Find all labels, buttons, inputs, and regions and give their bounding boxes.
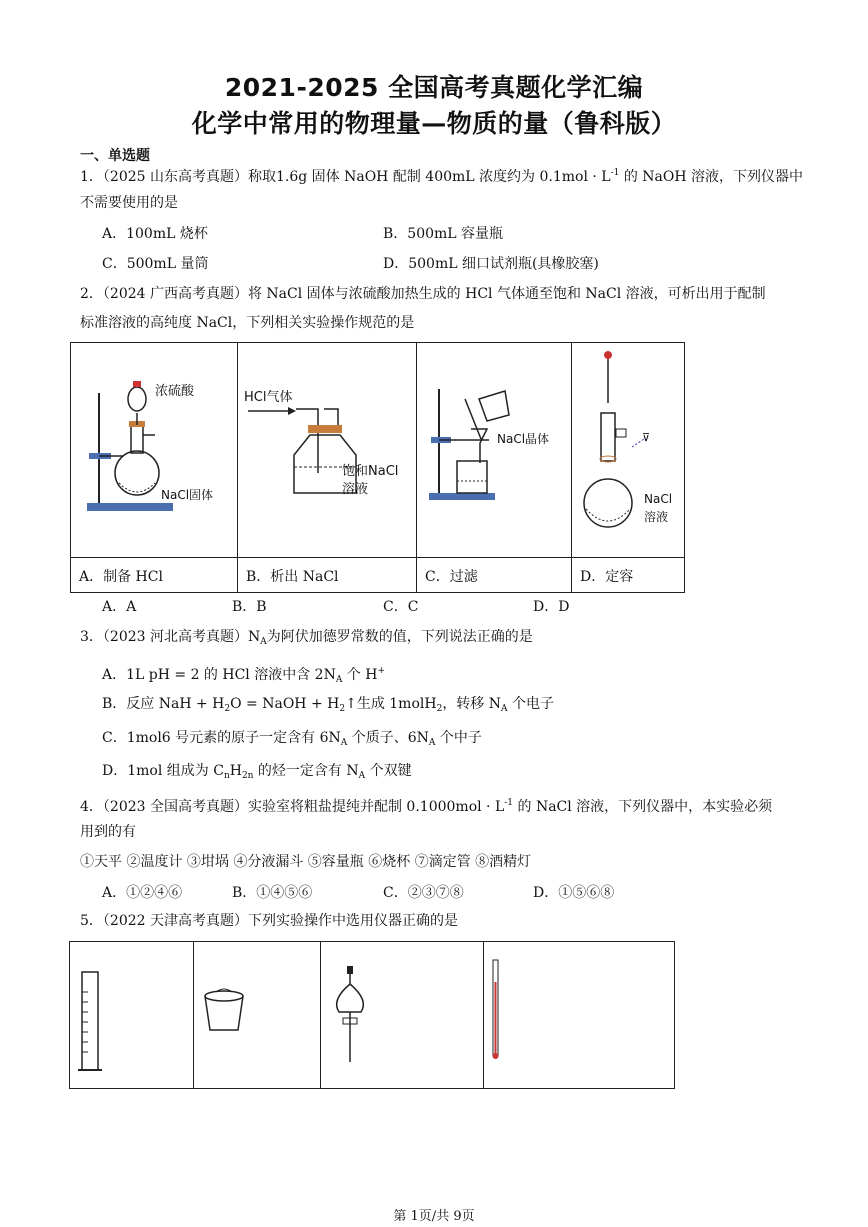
q2-stem-cont: 标准溶液的高纯度 NaCl，下列相关实验操作规范的是: [80, 315, 415, 331]
label-conc-sulfuric-acid: 浓硫酸: [155, 384, 195, 399]
label-sat-nacl: 饱和NaCl: [342, 464, 399, 479]
q2-option-b[interactable]: B．B: [232, 599, 267, 615]
q3-option-d[interactable]: D．1mol 组成为 $C_nH_{2n}$ 的烃一定含有 $N_A$ 个双键: [102, 763, 412, 781]
crucible-icon: [194, 942, 320, 1084]
q2-option-a[interactable]: A．A: [102, 599, 137, 615]
q5-figure-table: [69, 941, 675, 1089]
q2-cell-b-caption: B．析出 NaCl: [238, 558, 417, 593]
graduated-cylinder-icon: [70, 942, 193, 1084]
volumetric-flask-figure: [572, 343, 684, 553]
label-nacl-d: NaCl: [644, 492, 673, 506]
q4-option-c[interactable]: C．②③⑦⑧: [383, 885, 464, 901]
doc-title-line2: 化学中常用的物理量—物质的量（鲁科版）: [191, 109, 677, 138]
svg-text:⊽: ⊽: [642, 431, 651, 444]
q5-cell-graduated-cylinder: [70, 942, 194, 1089]
q4-option-d[interactable]: D．①⑤⑥⑧: [533, 885, 615, 901]
q1-option-c[interactable]: C．500mL 量筒: [102, 256, 209, 272]
label-nacl-solid: NaCl固体: [161, 488, 214, 502]
q5-cell-crucible: [194, 942, 321, 1089]
q4-item-list: ①天平 ②温度计 ③坩埚 ④分液漏斗 ⑤容量瓶 ⑥烧杯 ⑦滴定管 ⑧酒精灯: [80, 854, 532, 870]
doc-title-line1: 2021-2025 全国高考真题化学汇编: [224, 73, 644, 102]
q1-option-d[interactable]: D．500mL 细口试剂瓶(具橡胶塞): [383, 256, 599, 272]
filtration-apparatus-figure: [417, 343, 571, 553]
q2-option-d[interactable]: D．D: [533, 599, 570, 615]
q1-option-b[interactable]: B．500mL 容量瓶: [383, 226, 504, 242]
label-solution-d: 溶液: [644, 510, 669, 524]
q5-cell-separatory-funnel: [321, 942, 484, 1089]
q1-option-a[interactable]: A．100mL 烧杯: [102, 226, 208, 242]
q3-option-a[interactable]: A．1L pH = 2 的 HCl 溶液中含 $2N_A$ 个 H+: [102, 666, 385, 685]
q2-cell-a-figure: [71, 343, 238, 558]
q2-cell-d-caption: D．定容: [572, 558, 685, 593]
q2-figure-table: [70, 342, 685, 593]
q5-stem: 5．（2022 天津高考真题）下列实验操作中选用仪器正确的是: [80, 913, 458, 929]
q3-stem: 3．（2023 河北高考真题）$N_A$为阿伏加德罗常数的值，下列说法正确的是: [80, 629, 533, 647]
label-solution-b: 溶液: [342, 482, 369, 497]
label-nacl-crystal: NaCl晶体: [497, 432, 550, 446]
q2-cell-a-caption: A．制备 HCl: [71, 558, 238, 593]
q4-stem: 4．（2023 全国高考真题）实验室将粗盐提纯并配制 $0.1000mol \cdot L^{-1}$ 的 NaCl 溶液，下列仪器中，本实验必须: [80, 798, 773, 815]
q4-option-a[interactable]: A．①②④⑥: [102, 885, 183, 901]
label-hcl-gas: HCl气体: [244, 390, 293, 405]
q2-stem: 2．（2024 广西高考真题）将 NaCl 固体与浓硫酸加热生成的 HCl 气体通至饱和 NaCl 溶液，可析出用于配制: [80, 286, 766, 302]
q2-option-c[interactable]: C．C: [383, 599, 419, 615]
page-footer: 第 1页/共 9页: [393, 1209, 475, 1224]
separatory-funnel-icon: [321, 942, 483, 1084]
q3-option-b[interactable]: B．反应 NaH + $H_2O$ = NaOH + $H_2↑$生成 1molH$_2$，转移 $N_A$ 个电子: [102, 696, 554, 714]
q4-option-b[interactable]: B．①④⑤⑥: [232, 885, 313, 901]
q2-cell-c-figure: [417, 343, 572, 558]
q1-stem: 1．（2025 山东高考真题）称取1.6g 固体 NaOH 配制 400mL 浓度约为 $0.1mol \cdot L^{-1}$ 的 NaOH 溶液，下列仪器中: [80, 168, 804, 185]
hcl-generator-apparatus-figure: [71, 343, 237, 553]
thermometer-icon: [484, 942, 674, 1084]
q2-cell-b-figure: [238, 343, 417, 558]
q1-stem-cont: 不需要使用的是: [80, 195, 178, 211]
q4-stem-cont: 用到的有: [80, 824, 136, 840]
gas-washing-bottle-figure: [238, 343, 416, 553]
q2-cell-c-caption: C．过滤: [417, 558, 572, 593]
q5-cell-thermometer: [484, 942, 675, 1089]
q2-cell-d-figure: [572, 343, 685, 558]
q3-option-c[interactable]: C．1mol6 号元素的原子一定含有 $6N_A$ 个质子、$6N_A$ 个中子: [102, 730, 482, 748]
section-heading: 一、单选题: [80, 148, 150, 164]
